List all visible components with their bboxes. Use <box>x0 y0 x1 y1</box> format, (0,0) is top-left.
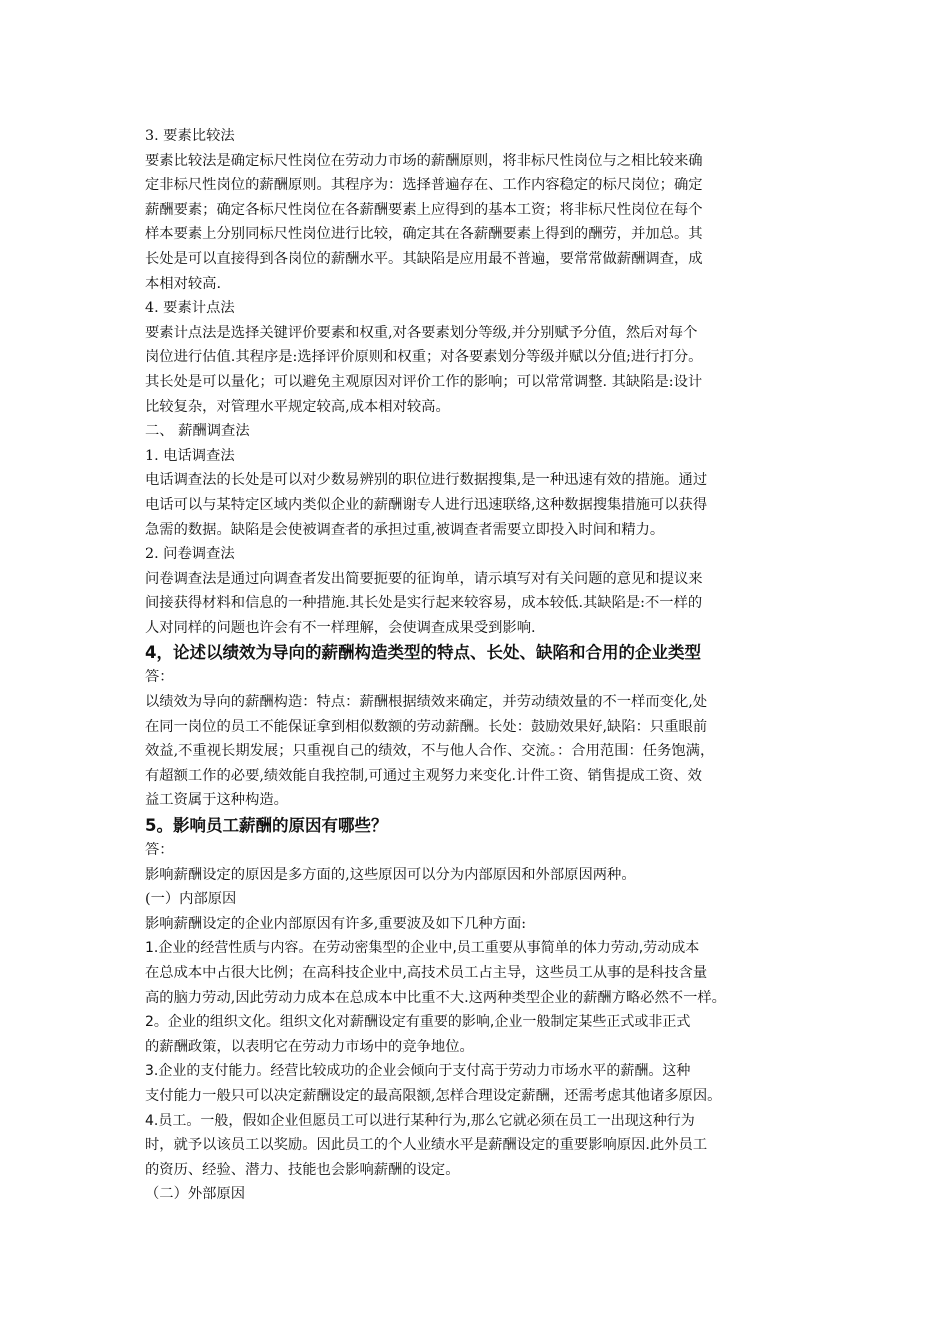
body-text-line: 的资历、经验、潜力、技能也会影响薪酬的设定。 <box>145 1161 460 1178</box>
heading-questionnaire: 2. 问卷调查法 <box>145 546 235 563</box>
body-text-line: 间接获得材料和信息的一种措施.其长处是实行起来较容易，成本较低.其缺陷是:不一样的 <box>145 595 703 612</box>
body-text-line: 薪酬要素；确定各标尺性岗位在各薪酬要素上应得到的基本工资；将非标尺性岗位在每个 <box>145 201 703 218</box>
body-text-line: 时，就予以该员工以奖励。因此员工的个人业绩水平是薪酬设定的重要影响原因.此外员工 <box>145 1137 708 1154</box>
body-text-line: 1.企业的经营性质与内容。在劳动密集型的企业中,员工重要从事简单的体力劳动,劳动成本 <box>145 940 700 957</box>
body-text-line: 的薪酬政策，以表明它在劳动力市场中的竞争地位。 <box>145 1038 474 1055</box>
answer-label: 答： <box>145 842 174 859</box>
body-text-line: 样本要素上分别同标尺性岗位进行比较，确定其在各薪酬要素上得到的酬劳，并加总。其 <box>145 226 703 243</box>
heading-external-factors: （二）外部原因 <box>145 1186 246 1203</box>
body-text-line: 比较复杂，对管理水平规定较高,成本相对较高。 <box>145 398 450 415</box>
body-text-line: 要素比较法是确定标尺性岗位在劳动力市场的薪酬原则，将非标尺性岗位与之相比较来确 <box>145 152 703 169</box>
body-text-line: 在总成本中占很大比例；在高科技企业中,高技术员工占主导，这些员工从事的是科技含量 <box>145 965 708 981</box>
document-body <box>145 124 811 1207</box>
body-text-line: 有超额工作的必要,绩效能自我控制,可通过主观努力来变化.计件工资、销售提成工资、效 <box>145 767 702 784</box>
body-text-line: 定非标尺性岗位的薪酬原则。其程序为：选择普遍存在、工作内容稳定的标尺岗位；确定 <box>145 177 703 194</box>
body-text-line: 益工资属于这种构造。 <box>145 792 288 809</box>
body-text-line: 问卷调查法是通过向调查者发出简要扼要的征询单，请示填写对有关问题的意见和提议来 <box>145 570 703 587</box>
body-text-line: 人对同样的问题也许会有不一样理解，会使调查成果受到影响. <box>145 619 536 636</box>
body-text-line: 其长处是可以量化；可以避免主观原因对评价工作的影响；可以常常调整. 其缺陷是:设计 <box>145 373 703 390</box>
body-text-line: 影响薪酬设定的原因是多方面的,这些原因可以分为内部原因和外部原因两种。 <box>145 866 636 883</box>
body-text-line: 效益,不重视长期发展；只重视自己的绩效，不与他人合作、交流。：合用范围：任务饱满， <box>145 743 715 760</box>
heading-element-comparison: 3. 要素比较法 <box>145 128 235 144</box>
body-text-line: 岗位进行估值.其程序是:选择评价原则和权重；对各要素划分等级并赋以分值;进行打分。 <box>145 349 703 366</box>
body-text-line: 在同一岗位的员工不能保证拿到相似数额的劳动薪酬。长处：鼓励效果好,缺陷：只重眼前 <box>145 718 708 735</box>
question-4-heading: 4，论述以绩效为导向的薪酬构造类型的特点、长处、缺陷和合用的企业类型 <box>145 643 701 663</box>
body-text-line: 影响薪酬设定的企业内部原因有许多,重要波及如下几种方面: <box>145 915 527 932</box>
body-text-line: 2。企业的组织文化。组织文化对薪酬设定有重要的影响,企业一般制定某些正式或非正式 <box>145 1014 691 1031</box>
heading-salary-survey: 二、 薪酬调查法 <box>145 423 250 440</box>
body-text-line: 长处是可以直接得到各岗位的薪酬水平。其缺陷是应用最不普遍，要常常做薪酬调查，成 <box>145 250 703 267</box>
answer-label: 答： <box>145 669 174 686</box>
body-text-line: 本相对较高. <box>145 275 222 292</box>
body-text-line: 3.企业的支付能力。经营比较成功的企业会倾向于支付高于劳动力市场水平的薪酬。这种 <box>145 1063 691 1080</box>
body-text-line: 支付能力一般只可以决定薪酬设定的最高限额,怎样合理设定薪酬，还需考虑其他诸多原因。 <box>145 1087 722 1104</box>
heading-element-points: 4. 要素计点法 <box>145 300 235 317</box>
body-text-line: 电话调查法的长处是可以对少数易辨别的职位进行数据搜集,是一种迅速有效的措施。通过 <box>145 472 708 489</box>
body-text-line: 急需的数据。缺陷是会使被调查者的承担过重,被调查者需要立即投入时间和精力。 <box>145 521 665 538</box>
body-text-line: 要素计点法是选择关键评价要素和权重,对各要素划分等级,并分别赋予分值，然后对每个 <box>145 324 698 341</box>
body-text-line: 电话可以与某特定区域内类似企业的薪酬谢专人进行迅速联络,这种数据搜集措施可以获得 <box>145 496 708 513</box>
body-text-line: 以绩效为导向的薪酬构造：特点：薪酬根据绩效来确定，并劳动绩效量的不一样而变化,处 <box>145 694 708 711</box>
body-text-line: 4.员工。一般，假如企业但愿员工可以进行某种行为,那么它就必须在员工一出现这种行为 <box>145 1112 695 1129</box>
body-text-line: 高的脑力劳动,因此劳动力成本在总成本中比重不大.这两种类型企业的薪酬方略必然不一样。 <box>145 989 726 1006</box>
heading-internal-factors: (一）内部原因 <box>145 891 237 908</box>
heading-phone-survey: 1. 电话调查法 <box>145 447 235 464</box>
question-5-heading: 5。影响员工薪酬的原因有哪些？ <box>145 816 388 836</box>
